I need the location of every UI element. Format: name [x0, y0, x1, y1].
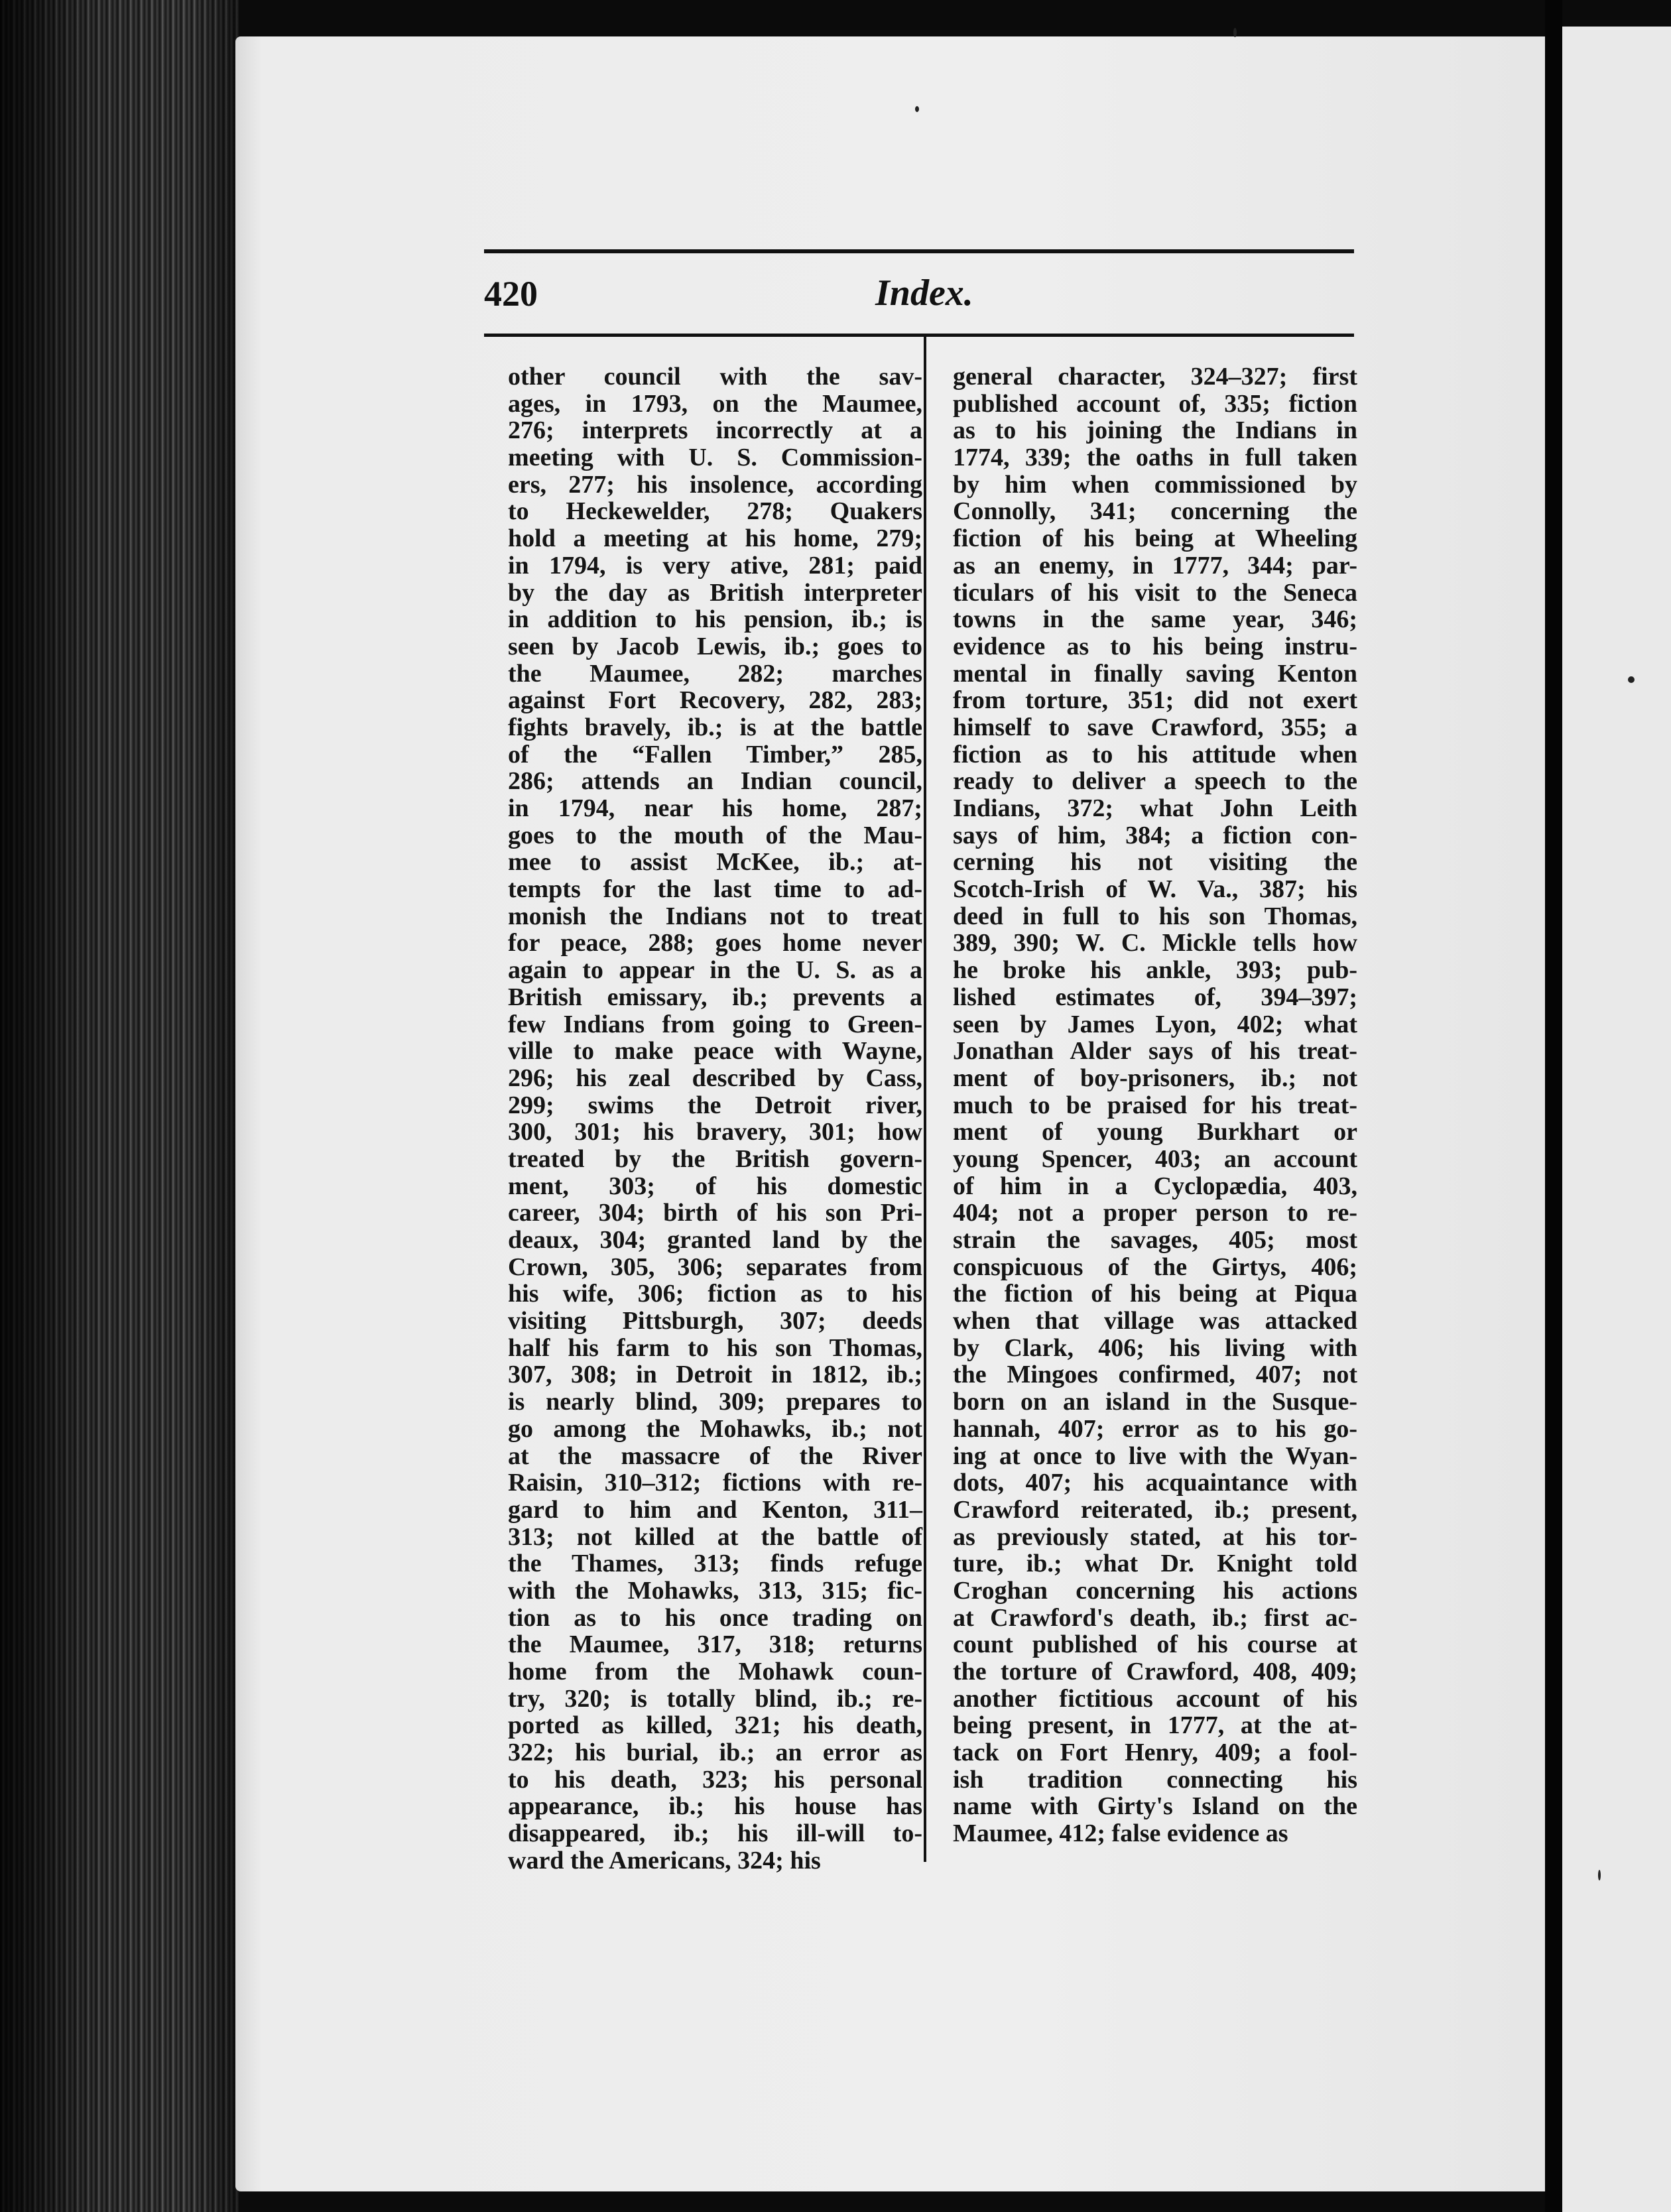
index-line: hold a meeting at his home, 279;	[508, 524, 922, 553]
index-line: Connolly, 341; concerning the	[953, 497, 1357, 526]
index-line: Maumee, 412; false evidence as	[953, 1819, 1288, 1848]
index-line: Scotch-Irish of W. Va., 387; his	[953, 875, 1357, 904]
index-line: lished estimates of, 394–397;	[953, 983, 1357, 1011]
index-line: of him in a Cyclopædia, 403,	[953, 1172, 1357, 1200]
index-line: much to be praised for his treat-	[953, 1091, 1357, 1119]
index-line: few Indians from going to Green-	[508, 1010, 922, 1038]
index-line: Crown, 305, 306; separates from	[508, 1253, 922, 1281]
index-line: 404; not a proper person to re-	[953, 1199, 1357, 1227]
index-line: ture, ib.; what Dr. Knight told	[953, 1550, 1357, 1578]
index-line: ment of boy-prisoners, ib.; not	[953, 1064, 1357, 1092]
scan-speck	[1233, 28, 1237, 37]
index-column-left	[508, 363, 922, 1874]
index-line: Croghan concerning his actions	[953, 1576, 1357, 1605]
scan-speck	[1598, 1870, 1601, 1880]
index-line: as previously stated, at his tor-	[953, 1522, 1357, 1551]
index-line: young Spencer, 403; an account	[953, 1144, 1357, 1173]
index-line: visiting Pittsburgh, 307; deeds	[508, 1307, 922, 1335]
header-rule-top	[484, 249, 1354, 253]
index-line: Crawford reiterated, ib.; present,	[953, 1495, 1357, 1524]
index-line: 1774, 339; the oaths in full taken	[953, 444, 1357, 472]
index-line: deaux, 304; granted land by the	[508, 1226, 922, 1254]
index-line: his wife, 306; fiction as to his	[508, 1280, 922, 1308]
index-line: Raisin, 310–312; fictions with re-	[508, 1469, 922, 1497]
index-line: ish tradition connecting his	[953, 1765, 1357, 1794]
index-line: ready to deliver a speech to the	[953, 767, 1357, 796]
scan-speck	[915, 106, 919, 112]
index-line: 389, 390; W. C. Mickle tells how	[953, 929, 1357, 957]
index-line: 307, 308; in Detroit in 1812, ib.;	[508, 1361, 922, 1389]
index-line: 296; his zeal described by Cass,	[508, 1064, 922, 1092]
index-line: by the day as British interpreter	[508, 578, 922, 607]
index-line: mental in finally saving Kenton	[953, 659, 1357, 688]
index-line: conspicuous of the Girtys, 406;	[953, 1253, 1357, 1281]
index-line: goes to the mouth of the Mau-	[508, 821, 922, 849]
index-line: again to appear in the U. S. as a	[508, 956, 922, 985]
index-line: the torture of Crawford, 408, 409;	[953, 1658, 1357, 1686]
index-line: fiction of his being at Wheeling	[953, 524, 1357, 553]
index-line: of the “Fallen Timber,” 285,	[508, 740, 922, 768]
index-line: 313; not killed at the battle of	[508, 1522, 922, 1551]
index-line: another fictitious account of his	[953, 1684, 1357, 1713]
index-line: the Maumee, 282; marches	[508, 659, 922, 688]
index-line: go among the Mohawks, ib.; not	[508, 1414, 922, 1443]
index-line: towns in the same year, 346;	[953, 605, 1357, 634]
index-line: try, 320; is totally blind, ib.; re-	[508, 1684, 922, 1713]
index-line: general character, 324–327; first	[953, 363, 1357, 391]
index-line: in 1794, near his home, 287;	[508, 794, 922, 822]
header-rule-bottom	[484, 334, 1354, 337]
index-line: Jonathan Alder says of his treat-	[953, 1037, 1357, 1066]
index-line: deed in full to his son Thomas,	[953, 902, 1357, 930]
index-line: the Thames, 313; finds refuge	[508, 1550, 922, 1578]
index-line: Indians, 372; what John Leith	[953, 794, 1357, 822]
index-line: tack on Fort Henry, 409; a fool-	[953, 1739, 1357, 1767]
index-line: half his farm to his son Thomas,	[508, 1333, 922, 1362]
index-line: with the Mohawks, 313, 315; fic-	[508, 1576, 922, 1605]
index-line: as to his joining the Indians in	[953, 416, 1357, 445]
index-line: to his death, 323; his personal	[508, 1765, 922, 1794]
index-line: cerning his not visiting the	[953, 848, 1357, 877]
index-line: career, 304; birth of his son Pri-	[508, 1199, 922, 1227]
index-line: monish the Indians not to treat	[508, 902, 922, 930]
index-line: to Heckewelder, 278; Quakers	[508, 497, 922, 526]
index-line: gard to him and Kenton, 311–	[508, 1495, 922, 1524]
index-column-right	[953, 363, 1357, 1847]
index-line: meeting with U. S. Commission-	[508, 444, 922, 472]
index-line: against Fort Recovery, 282, 283;	[508, 686, 922, 715]
index-line: the Maumee, 317, 318; returns	[508, 1630, 922, 1659]
index-line: when that village was attacked	[953, 1307, 1357, 1335]
index-line: ment of young Burkhart or	[953, 1118, 1357, 1146]
page-number: 420	[484, 274, 538, 314]
index-line: dots, 407; his acquaintance with	[953, 1469, 1357, 1497]
index-line: ported as killed, 321; his death,	[508, 1711, 922, 1740]
index-line: ville to make peace with Wayne,	[508, 1037, 922, 1066]
index-line: name with Girty's Island on the	[953, 1792, 1357, 1821]
index-line: the fiction of his being at Piqua	[953, 1280, 1357, 1308]
index-line: in 1794, is very ative, 281; paid	[508, 551, 922, 580]
index-line: seen by James Lyon, 402; what	[953, 1010, 1357, 1038]
index-line: tion as to his once trading on	[508, 1603, 922, 1632]
index-line: by him when commissioned by	[953, 470, 1357, 499]
index-line: home from the Mohawk coun-	[508, 1658, 922, 1686]
index-line: fights bravely, ib.; is at the battle	[508, 713, 922, 741]
index-line: ticulars of his visit to the Seneca	[953, 578, 1357, 607]
index-line: 286; attends an Indian council,	[508, 767, 922, 796]
index-line: himself to save Crawford, 355; a	[953, 713, 1357, 741]
index-line: ing at once to live with the Wyan-	[953, 1442, 1357, 1470]
index-line: born on an island in the Susque-	[953, 1388, 1357, 1416]
index-line: the Mingoes confirmed, 407; not	[953, 1361, 1357, 1389]
index-line: treated by the British govern-	[508, 1144, 922, 1173]
index-line: evidence as to his being instru-	[953, 632, 1357, 660]
index-line: British emissary, ib.; prevents a	[508, 983, 922, 1011]
index-line: is nearly blind, 309; prepares to	[508, 1388, 922, 1416]
index-line: in addition to his pension, ib.; is	[508, 605, 922, 634]
index-line: hannah, 407; error as to his go-	[953, 1414, 1357, 1443]
index-line: ages, in 1793, on the Maumee,	[508, 389, 922, 418]
index-line: says of him, 384; a fiction con-	[953, 821, 1357, 849]
index-line: tempts for the last time to ad-	[508, 875, 922, 904]
adjacent-page-edge	[1562, 27, 1671, 2212]
index-line: fiction as to his attitude when	[953, 740, 1357, 768]
index-line: mee to assist McKee, ib.; at-	[508, 848, 922, 877]
index-line: from torture, 351; did not exert	[953, 686, 1357, 715]
index-line: ment, 303; of his domestic	[508, 1172, 922, 1200]
index-line: by Clark, 406; his living with	[953, 1333, 1357, 1362]
index-line: being present, in 1777, at the at-	[953, 1711, 1357, 1740]
index-line: 299; swims the Detroit river,	[508, 1091, 922, 1119]
index-line: at Crawford's death, ib.; first ac-	[953, 1603, 1357, 1632]
index-line: 322; his burial, ib.; an error as	[508, 1739, 922, 1767]
index-line: 300, 301; his bravery, 301; how	[508, 1118, 922, 1146]
index-line: 276; interprets incorrectly at a	[508, 416, 922, 445]
index-line: as an enemy, in 1777, 344; par-	[953, 551, 1357, 580]
index-line: seen by Jacob Lewis, ib.; goes to	[508, 632, 922, 660]
binding-shadow	[0, 0, 239, 2212]
index-line: disappeared, ib.; his ill-will to-	[508, 1819, 922, 1848]
index-line: count published of his course at	[953, 1630, 1357, 1659]
index-line: ers, 277; his insolence, according	[508, 470, 922, 499]
index-line: published account of, 335; fiction	[953, 389, 1357, 418]
index-line: ward the Americans, 324; his	[508, 1846, 821, 1874]
running-head: Index.	[875, 273, 973, 314]
index-line: other council with the sav-	[508, 363, 922, 391]
page-gutter	[1545, 0, 1562, 2212]
index-line: he broke his ankle, 393; pub-	[953, 956, 1357, 985]
column-divider	[924, 337, 926, 1862]
index-line: strain the savages, 405; most	[953, 1226, 1357, 1254]
index-line: at the massacre of the River	[508, 1442, 922, 1470]
index-line: appearance, ib.; his house has	[508, 1792, 922, 1821]
index-line: for peace, 288; goes home never	[508, 929, 922, 957]
scan-speck	[1628, 676, 1635, 683]
